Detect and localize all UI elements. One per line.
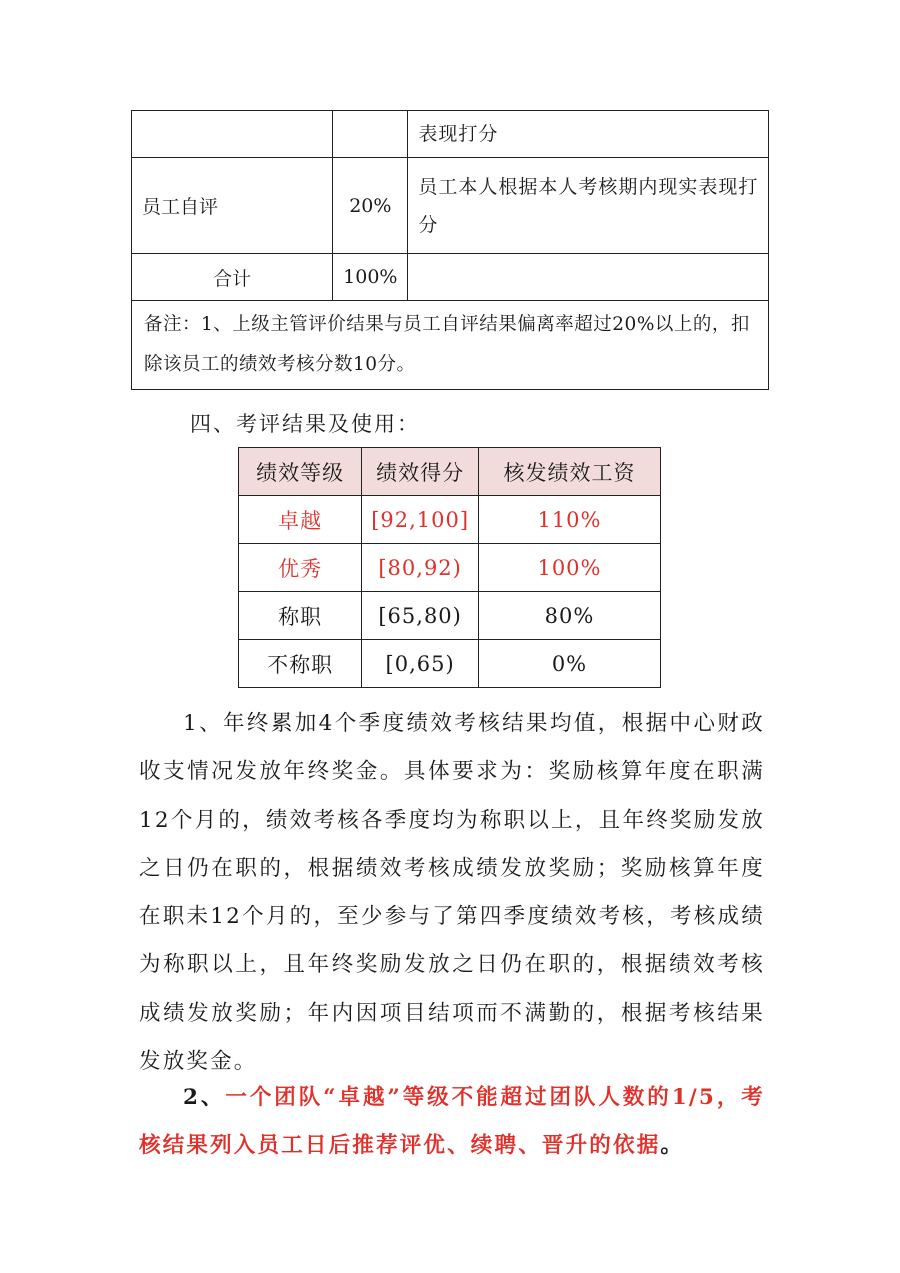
score-cell: [92,100] [362,496,479,544]
grade-cell: 优秀 [239,544,362,592]
score-cell: [0,65) [362,640,479,688]
table-header-row [239,448,661,496]
description-cell [408,254,769,301]
item-cell: 员工自评 [132,158,333,254]
pay-cell: 100% [478,544,660,592]
paragraph-text: 1、年终累加4个季度绩效考核结果均值，根据中心财政收支情况发放年终奖金。具体要求为：奖励核算年度在职满12个月的，绩效考核各季度均为称职以上，且年终奖励发放之日仍在职的，根据绩效考核成绩发放奖励；奖励核算年度在职未12个月的，至少参与了第四季度绩效考核，考核成绩为称职以上，且年终奖励发放之日仍在职的，根据绩效考核成绩发放奖励；年内因项目结项而不满勤的，根据考核结果发放奖金。 [139,711,765,1075]
score-cell: [65,80) [362,592,479,640]
table-row [239,640,661,688]
header-pay: 核发绩效工资 [478,448,660,496]
item-cell [132,111,333,158]
remark-cell: 备注：1、上级主管评价结果与员工自评结果偏离率超过20%以上的，扣除该员工的绩效考核分数10分。 [132,301,769,390]
grade-table [238,447,661,688]
description-cell: 员工本人根据本人考核期内现实表现打分 [408,158,769,254]
paragraph-year-end-bonus [139,700,765,1086]
total-row [132,254,769,301]
section-heading: 四、考评结果及使用： [190,412,420,436]
remark-row [132,301,769,390]
paragraph-end: 。 [660,1133,685,1159]
grade-cell: 卓越 [239,496,362,544]
grade-cell: 称职 [239,592,362,640]
description-cell: 表现打分 [408,111,769,158]
assessment-weights-table [131,110,769,390]
score-cell: [80,92) [362,544,479,592]
total-label-cell: 合计 [132,254,333,301]
table-row [239,544,661,592]
pay-cell: 110% [478,496,660,544]
header-score: 绩效得分 [362,448,479,496]
paragraph-number: 2、 [183,1085,226,1110]
table-row [239,592,661,640]
weight-cell [333,111,408,158]
pay-cell: 80% [478,592,660,640]
grade-cell: 不称职 [239,640,362,688]
weight-cell: 20% [333,158,408,254]
total-weight-cell: 100% [333,254,408,301]
header-grade: 绩效等级 [239,448,362,496]
paragraph-excellence-quota [139,1074,765,1171]
table-row [132,158,769,254]
table-row [239,496,661,544]
table-row [132,111,769,158]
pay-cell: 0% [478,640,660,688]
highlighted-text: 一个团队“卓越”等级不能超过团队人数的1/5，考核结果列入员工日后推荐评优、续聘、晋升的依据 [139,1085,765,1159]
